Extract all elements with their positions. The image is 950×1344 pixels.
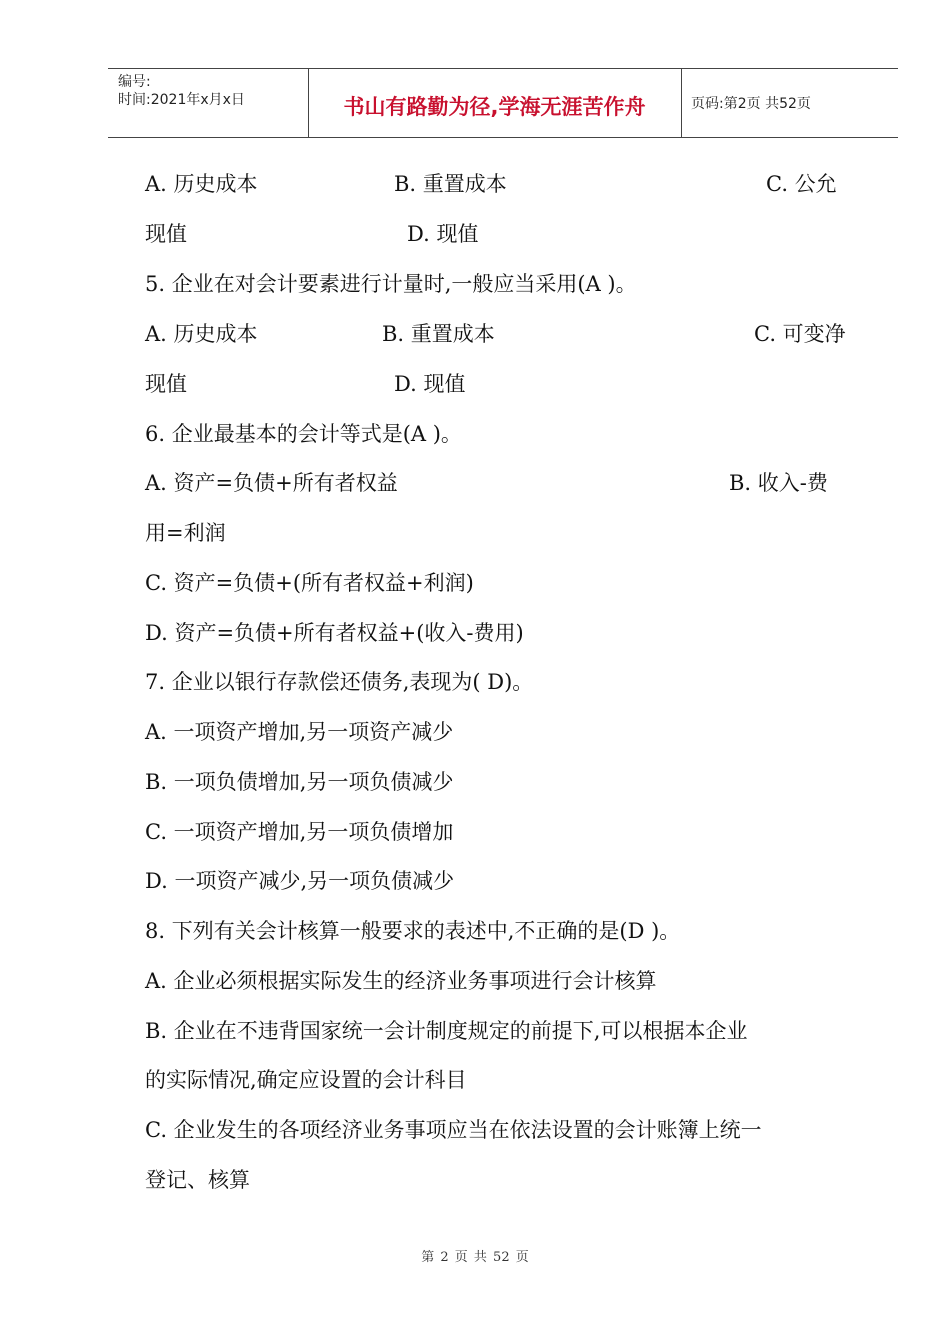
number-label: 编号:	[118, 74, 151, 90]
option-a: A. 企业必须根据实际发生的经济业务事项进行会计核算	[145, 969, 657, 993]
continuation-text: 登记、核算	[145, 1168, 250, 1192]
continuation-text: 现值	[145, 372, 187, 396]
page-footer: 第 2 页 共 52 页	[421, 1250, 529, 1265]
question-8: 8. 下列有关会计核算一般要求的表述中,不正确的是(D )。	[145, 919, 681, 943]
header-divider	[681, 69, 682, 137]
option-d: D. 现值	[394, 372, 466, 396]
time-label: 时间:2021年x月x日	[118, 92, 245, 108]
option-d: D. 一项资产减少,另一项负债减少	[145, 869, 455, 893]
option-b: B. 重置成本	[394, 172, 507, 196]
option-a: A. 历史成本	[145, 172, 258, 196]
option-b: B. 一项负债增加,另一项负债减少	[145, 770, 454, 794]
option-c: C. 一项资产增加,另一项负债增加	[145, 820, 454, 844]
continuation-text: 的实际情况,确定应设置的会计科目	[145, 1068, 467, 1092]
option-c: C. 可变净	[754, 322, 846, 346]
option-d: D. 现值	[407, 222, 479, 246]
option-a: A. 历史成本	[145, 322, 258, 346]
continuation-text: 用=利润	[145, 521, 226, 545]
option-a: A. 资产=负债+所有者权益	[145, 471, 398, 495]
question-6: 6. 企业最基本的会计等式是(A )。	[145, 422, 462, 446]
question-7: 7. 企业以银行存款偿还债务,表现为( D)。	[145, 670, 534, 694]
option-b: B. 收入-费	[729, 471, 828, 495]
header-meta	[118, 73, 245, 109]
option-d: D. 资产=负债+所有者权益+(收入-费用)	[145, 621, 524, 645]
option-c: C. 资产=负债+(所有者权益+利润)	[145, 571, 474, 595]
option-c: C. 企业发生的各项经济业务事项应当在依法设置的会计账簿上统一	[145, 1118, 762, 1142]
option-b: B. 企业在不违背国家统一会计制度规定的前提下,可以根据本企业	[145, 1019, 748, 1043]
header-motto: 书山有路勤为径,学海无涯苦作舟	[343, 95, 646, 119]
question-5: 5. 企业在对会计要素进行计量时,一般应当采用(A )。	[145, 272, 637, 296]
option-c: C. 公允	[766, 172, 837, 196]
option-b: B. 重置成本	[382, 322, 495, 346]
continuation-text: 现值	[145, 222, 187, 246]
option-a: A. 一项资产增加,另一项资产减少	[145, 720, 454, 744]
header-page-info: 页码:第2页 共52页	[691, 96, 811, 112]
page-header	[108, 68, 898, 138]
